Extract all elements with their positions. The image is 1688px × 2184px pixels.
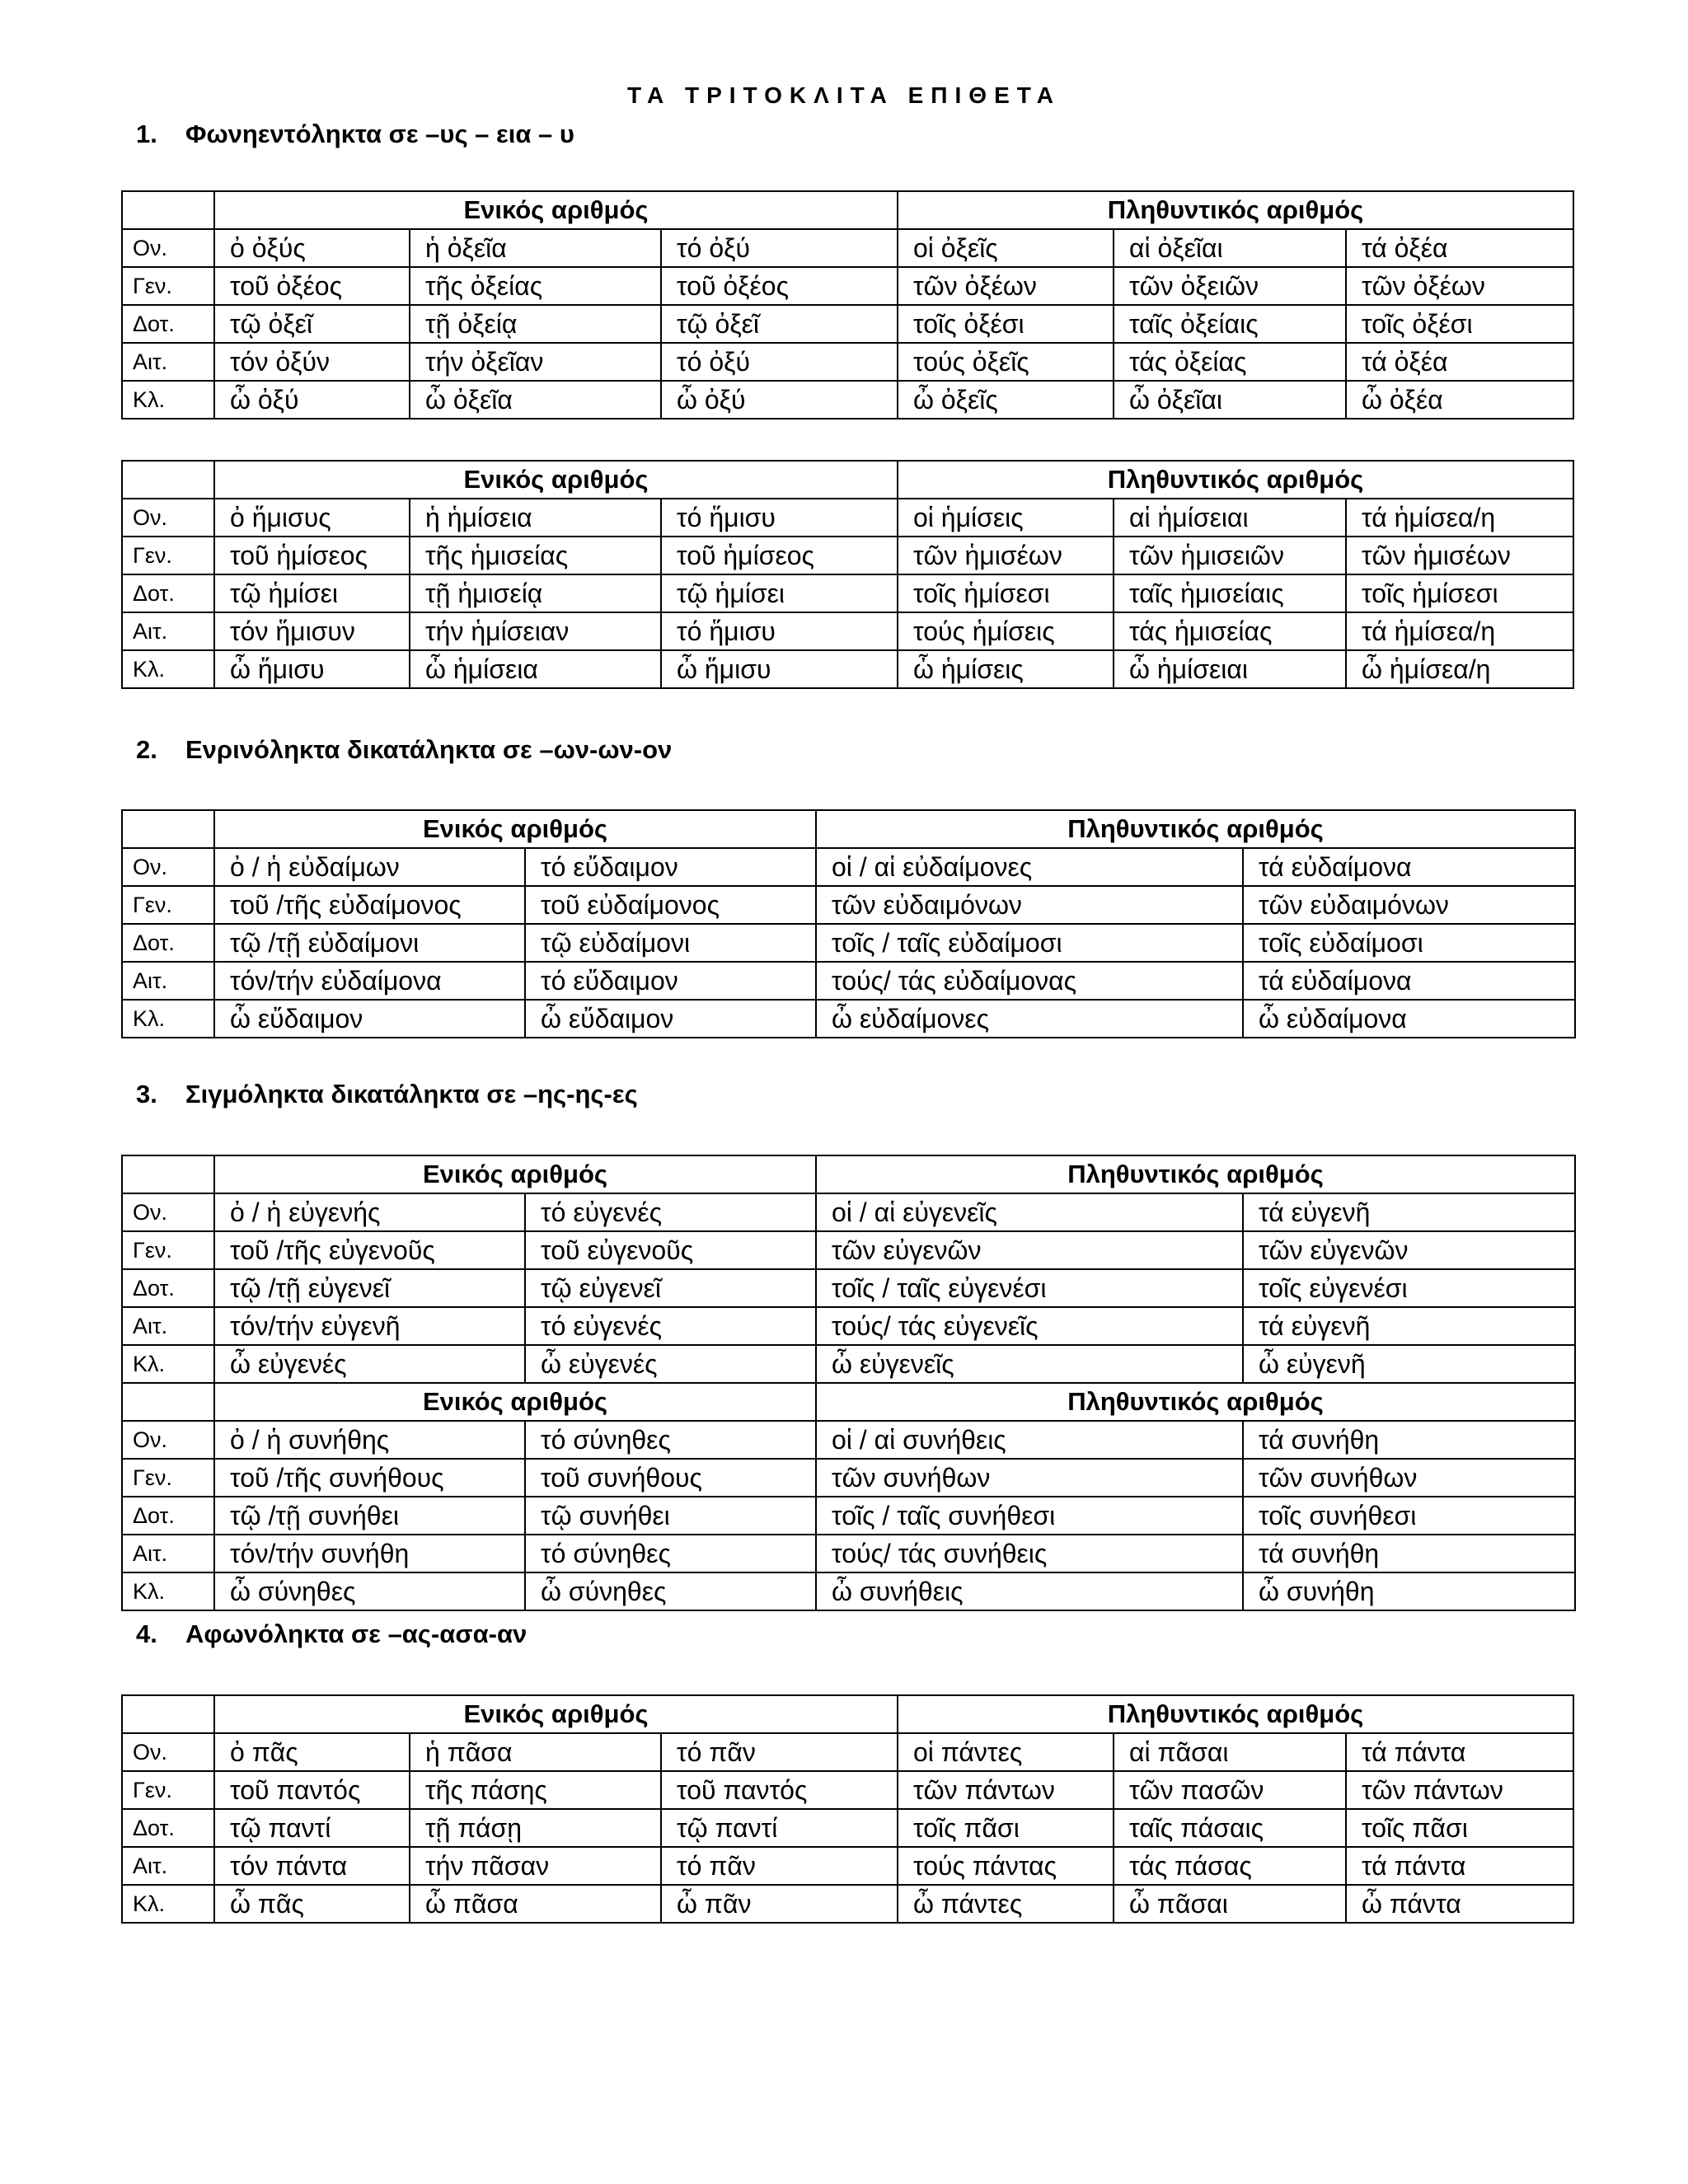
table-cell: τῶν εὐγενῶν xyxy=(1243,1231,1575,1269)
table-cell: τοῖς ἡμίσεσι xyxy=(898,574,1114,612)
table-cell: τά εὐδαίμονα xyxy=(1243,962,1575,1000)
table-cell: τό πᾶν xyxy=(661,1847,898,1885)
table-cell: τῶν ὀξειῶν xyxy=(1114,267,1346,305)
table-cell: ὀ ὀξύς xyxy=(214,229,410,267)
case-label: Κλ. xyxy=(122,1885,214,1923)
table-cell: τῷ εὐδαίμονι xyxy=(525,924,816,962)
case-label: Ον. xyxy=(122,848,214,886)
table-cell: τήν πᾶσαν xyxy=(410,1847,661,1885)
section-title: Φωνηεντόληκτα σε –υς – εια – υ xyxy=(185,120,574,148)
table-cell: ὦ εὐδαίμονες xyxy=(816,1000,1243,1038)
case-label: Γεν. xyxy=(122,1231,214,1269)
table-cell: τῇ πάσῃ xyxy=(410,1809,661,1847)
case-label: Δοτ. xyxy=(122,1497,214,1535)
header-blank-cell xyxy=(122,1383,214,1421)
table-cell: τόν ἥμισυν xyxy=(214,612,410,650)
table-cell: ὦ πάντες xyxy=(898,1885,1114,1923)
table-cell: τοῦ εὐγενοῦς xyxy=(525,1231,816,1269)
table-cell: τοῖς ὀξέσι xyxy=(1346,305,1573,343)
table-cell: τοῖς πᾶσι xyxy=(898,1809,1114,1847)
table-row xyxy=(122,1535,1575,1572)
table-row xyxy=(122,1307,1575,1345)
table-cell: τοῖς / ταῖς συνήθεσι xyxy=(816,1497,1243,1535)
table-cell: ὦ πᾶσαι xyxy=(1114,1885,1346,1923)
table-cell: τό σύνηθες xyxy=(525,1535,816,1572)
table-cell: τῶν πάντων xyxy=(898,1771,1114,1809)
table-row xyxy=(122,381,1573,419)
table-cell: οἱ ὀξεῖς xyxy=(898,229,1114,267)
table-cell: οἱ πάντες xyxy=(898,1733,1114,1771)
table-cell: οἱ / αἱ συνήθεις xyxy=(816,1421,1243,1459)
table-cell: τῶν εὐγενῶν xyxy=(816,1231,1243,1269)
section-heading-1 xyxy=(136,120,574,149)
table-cell: ταῖς ὀξείαις xyxy=(1114,305,1346,343)
table-header-row xyxy=(122,1695,1573,1733)
table-cell: τῆς ὀξείας xyxy=(410,267,661,305)
singular-header: Ενικός αριθμός xyxy=(214,191,898,229)
case-label: Γεν. xyxy=(122,1771,214,1809)
table-cell: τό εὐγενές xyxy=(525,1307,816,1345)
table-cell: τό σύνηθες xyxy=(525,1421,816,1459)
plural-header: Πληθυντικός αριθμός xyxy=(816,810,1575,848)
table-cell: τό εὔδαιμον xyxy=(525,848,816,886)
table-cell: τῶν ἡμισειῶν xyxy=(1114,537,1346,574)
table-cell: τῷ /τῇ συνήθει xyxy=(214,1497,525,1535)
header-blank-cell xyxy=(122,191,214,229)
case-label: Ον. xyxy=(122,1421,214,1459)
case-label: Αιτ. xyxy=(122,1847,214,1885)
table-cell: τῶν συνήθων xyxy=(816,1459,1243,1497)
table-cell: ὦ ὀξεῖα xyxy=(410,381,661,419)
table-cell: τῶν πάντων xyxy=(1346,1771,1573,1809)
table-cell: ὦ ἡμίσεια xyxy=(410,650,661,688)
table-cell: οἱ ἡμίσεις xyxy=(898,499,1114,537)
table-cell: τοῦ /τῆς εὐγενοῦς xyxy=(214,1231,525,1269)
plural-header: Πληθυντικός αριθμός xyxy=(816,1155,1575,1193)
table-cell: τοῦ εὐδαίμονος xyxy=(525,886,816,924)
table-cell: τόν ὀξύν xyxy=(214,343,410,381)
table-cell: τήν ἡμίσειαν xyxy=(410,612,661,650)
table-cell: ὦ εὐδαίμονα xyxy=(1243,1000,1575,1038)
table-cell: τοῖς ὀξέσι xyxy=(898,305,1114,343)
table-cell: ὦ ὀξύ xyxy=(661,381,898,419)
table-cell: οἱ / αἱ εὐγενεῖς xyxy=(816,1193,1243,1231)
table-cell: τοῦ παντός xyxy=(661,1771,898,1809)
table-cell: ὦ εὔδαιμον xyxy=(525,1000,816,1038)
table-row xyxy=(122,1459,1575,1497)
table-row xyxy=(122,305,1573,343)
case-label: Ον. xyxy=(122,499,214,537)
table-cell: τοῖς ἡμίσεσι xyxy=(1346,574,1573,612)
table-cell: ὦ ὀξέα xyxy=(1346,381,1573,419)
table-cell: ταῖς ἡμισείαις xyxy=(1114,574,1346,612)
table-cell: ὀ / ἡ συνήθης xyxy=(214,1421,525,1459)
table-cell: τῷ /τῇ εὐγενεῖ xyxy=(214,1269,525,1307)
table-cell: τῇ ὀξείᾳ xyxy=(410,305,661,343)
table-cell: τῶν ἡμισέων xyxy=(898,537,1114,574)
table-cell: τοῦ ἡμίσεος xyxy=(661,537,898,574)
table-cell: τό ἥμισυ xyxy=(661,612,898,650)
table-cell: τῷ συνήθει xyxy=(525,1497,816,1535)
page-title: ΤΑ ΤΡΙΤΟΚΛΙΤΑ ΕΠΙΘΕΤΑ xyxy=(626,82,1062,108)
table-cell: τοῦ παντός xyxy=(214,1771,410,1809)
table-cell: τῶν συνήθων xyxy=(1243,1459,1575,1497)
table-cell: τοῦ /τῆς συνήθους xyxy=(214,1459,525,1497)
table-cell: τό πᾶν xyxy=(661,1733,898,1771)
table-cell: ὦ ἥμισυ xyxy=(214,650,410,688)
case-label: Κλ. xyxy=(122,381,214,419)
table-cell: τόν πάντα xyxy=(214,1847,410,1885)
plural-header: Πληθυντικός αριθμός xyxy=(898,461,1573,499)
table-cell: τῶν ὀξέων xyxy=(898,267,1114,305)
table-cell: τά ἡμίσεα/η xyxy=(1346,612,1573,650)
table-cell: ὦ ὀξεῖαι xyxy=(1114,381,1346,419)
table-row xyxy=(122,1497,1575,1535)
table-cell: τά εὐδαίμονα xyxy=(1243,848,1575,886)
table-cell: τῶν εὐδαιμόνων xyxy=(1243,886,1575,924)
table-cell: ὦ ὀξεῖς xyxy=(898,381,1114,419)
table-cell: τῷ εὐγενεῖ xyxy=(525,1269,816,1307)
case-label: Κλ. xyxy=(122,1345,214,1383)
table-cell: τῷ παντί xyxy=(661,1809,898,1847)
table-cell: ὦ ἥμισυ xyxy=(661,650,898,688)
table-cell: τούς/ τάς εὐδαίμονας xyxy=(816,962,1243,1000)
table-cell: ὦ ἡμίσεις xyxy=(898,650,1114,688)
table-cell: ἡ ὀξεῖα xyxy=(410,229,661,267)
table-cell: τῷ ἡμίσει xyxy=(661,574,898,612)
declension-table-oxys xyxy=(121,190,1574,419)
table-cell: ὦ πᾶς xyxy=(214,1885,410,1923)
table-cell: ὦ εὐγενές xyxy=(525,1345,816,1383)
table-row xyxy=(122,1231,1575,1269)
plural-header: Πληθυντικός αριθμός xyxy=(816,1383,1575,1421)
table-row xyxy=(122,650,1573,688)
case-label: Αιτ. xyxy=(122,343,214,381)
table-cell: τό ἥμισυ xyxy=(661,499,898,537)
case-label: Αιτ. xyxy=(122,962,214,1000)
table-cell: τῶν πασῶν xyxy=(1114,1771,1346,1809)
table-cell: ἡ πᾶσα xyxy=(410,1733,661,1771)
table-row xyxy=(122,962,1575,1000)
table-cell: τούς ὀξεῖς xyxy=(898,343,1114,381)
singular-header: Ενικός αριθμός xyxy=(214,1695,898,1733)
table-cell: ὦ ἡμίσεα/η xyxy=(1346,650,1573,688)
case-label: Γεν. xyxy=(122,886,214,924)
table-cell: τῆς ἡμισείας xyxy=(410,537,661,574)
table-cell: τοῦ /τῆς εὐδαίμονος xyxy=(214,886,525,924)
table-cell: ὦ εὐγενῆ xyxy=(1243,1345,1575,1383)
table-cell: τοῖς πᾶσι xyxy=(1346,1809,1573,1847)
section-heading-3 xyxy=(136,1080,638,1109)
header-blank-cell xyxy=(122,461,214,499)
table-cell: τά εὐγενῆ xyxy=(1243,1307,1575,1345)
singular-header: Ενικός αριθμός xyxy=(214,810,816,848)
case-label: Δοτ. xyxy=(122,574,214,612)
table-row xyxy=(122,1809,1573,1847)
table-cell: τοῖς εὐγενέσι xyxy=(1243,1269,1575,1307)
table-cell: αἱ ἡμίσειαι xyxy=(1114,499,1346,537)
table-cell: τό ὀξύ xyxy=(661,229,898,267)
case-label: Κλ. xyxy=(122,1572,214,1610)
singular-header: Ενικός αριθμός xyxy=(214,1383,816,1421)
singular-header: Ενικός αριθμός xyxy=(214,1155,816,1193)
table-cell: τά συνήθη xyxy=(1243,1535,1575,1572)
case-label: Κλ. xyxy=(122,650,214,688)
table-row xyxy=(122,1885,1573,1923)
table-row xyxy=(122,229,1573,267)
table-header-row xyxy=(122,1155,1575,1193)
case-label: Ον. xyxy=(122,229,214,267)
table-row xyxy=(122,1345,1575,1383)
case-label: Ον. xyxy=(122,1193,214,1231)
table-cell: τοῦ συνήθους xyxy=(525,1459,816,1497)
table-cell: ὦ πάντα xyxy=(1346,1885,1573,1923)
section-number: 4. xyxy=(136,1619,157,1648)
table-cell: τῆς πάσης xyxy=(410,1771,661,1809)
table-cell: τήν ὀξεῖαν xyxy=(410,343,661,381)
table-row xyxy=(122,1572,1575,1610)
table-cell: τῷ ὀξεῖ xyxy=(661,305,898,343)
table-cell: τά συνήθη xyxy=(1243,1421,1575,1459)
plural-header: Πληθυντικός αριθμός xyxy=(898,1695,1573,1733)
case-label: Γεν. xyxy=(122,1459,214,1497)
table-cell: ὦ εὔδαιμον xyxy=(214,1000,525,1038)
section-heading-2 xyxy=(136,735,672,765)
table-row xyxy=(122,1847,1573,1885)
table-cell: ὦ ἡμίσειαι xyxy=(1114,650,1346,688)
table-cell: οἱ / αἱ εὐδαίμονες xyxy=(816,848,1243,886)
table-header-row xyxy=(122,1383,1575,1421)
table-row xyxy=(122,612,1573,650)
table-cell: τῶν εὐδαιμόνων xyxy=(816,886,1243,924)
table-cell: τούς πάντας xyxy=(898,1847,1114,1885)
section-title: Σιγμόληκτα δικατάληκτα σε –ης-ης-ες xyxy=(185,1080,638,1108)
table-cell: τόν/τήν εὐγενῆ xyxy=(214,1307,525,1345)
case-label: Αιτ. xyxy=(122,1307,214,1345)
table-row xyxy=(122,1733,1573,1771)
table-cell: τά πάντα xyxy=(1346,1733,1573,1771)
table-cell: ὦ πᾶσα xyxy=(410,1885,661,1923)
table-cell: τό ὀξύ xyxy=(661,343,898,381)
table-cell: τῷ ἡμίσει xyxy=(214,574,410,612)
table-cell: τόν/τήν εὐδαίμονα xyxy=(214,962,525,1000)
case-label: Κλ. xyxy=(122,1000,214,1038)
table-row xyxy=(122,1421,1575,1459)
table-cell: τοῦ ὀξέος xyxy=(214,267,410,305)
table-cell: τοῖς / ταῖς εὐδαίμοσι xyxy=(816,924,1243,962)
table-cell: τῇ ἡμισείᾳ xyxy=(410,574,661,612)
table-cell: τοῖς / ταῖς εὐγενέσι xyxy=(816,1269,1243,1307)
case-label: Δοτ. xyxy=(122,1809,214,1847)
case-label: Δοτ. xyxy=(122,1269,214,1307)
header-blank-cell xyxy=(122,1155,214,1193)
section-number: 2. xyxy=(136,735,157,764)
declension-table-eudaimon xyxy=(121,809,1576,1038)
case-label: Ον. xyxy=(122,1733,214,1771)
table-cell: τόν/τήν συνήθη xyxy=(214,1535,525,1572)
singular-header: Ενικός αριθμός xyxy=(214,461,898,499)
table-cell: ὀ πᾶς xyxy=(214,1733,410,1771)
table-cell: τοῖς συνήθεσι xyxy=(1243,1497,1575,1535)
table-cell: τά πάντα xyxy=(1346,1847,1573,1885)
declension-table-hemisys xyxy=(121,460,1574,689)
table-cell: τό εὐγενές xyxy=(525,1193,816,1231)
table-cell: ὦ ὀξύ xyxy=(214,381,410,419)
table-cell: ὦ πᾶν xyxy=(661,1885,898,1923)
table-cell: ὦ σύνηθες xyxy=(525,1572,816,1610)
table-row xyxy=(122,499,1573,537)
table-cell: ταῖς πάσαις xyxy=(1114,1809,1346,1847)
section-number: 3. xyxy=(136,1080,157,1108)
table-cell: ὦ εὐγενεῖς xyxy=(816,1345,1243,1383)
declension-table-eugenes xyxy=(121,1155,1576,1611)
header-blank-cell xyxy=(122,1695,214,1733)
plural-header: Πληθυντικός αριθμός xyxy=(898,191,1573,229)
table-cell: τούς/ τάς εὐγενεῖς xyxy=(816,1307,1243,1345)
table-cell: αἱ πᾶσαι xyxy=(1114,1733,1346,1771)
table-row xyxy=(122,537,1573,574)
section-title: Αφωνόληκτα σε –ας-ασα-αν xyxy=(185,1619,528,1648)
table-cell: τούς ἡμίσεις xyxy=(898,612,1114,650)
table-cell: ὀ / ἡ εὐγενής xyxy=(214,1193,525,1231)
section-title: Ενρινόληκτα δικατάληκτα σε –ων-ων-ον xyxy=(185,735,673,764)
table-row xyxy=(122,1771,1573,1809)
table-cell: τοῦ ἡμίσεος xyxy=(214,537,410,574)
table-row xyxy=(122,267,1573,305)
table-cell: ἡ ἡμίσεια xyxy=(410,499,661,537)
table-cell: τῶν ἡμισέων xyxy=(1346,537,1573,574)
table-row xyxy=(122,343,1573,381)
table-cell: ὀ ἥμισυς xyxy=(214,499,410,537)
table-cell: τοῦ ὀξέος xyxy=(661,267,898,305)
table-cell: τοῖς εὐδαίμοσι xyxy=(1243,924,1575,962)
table-cell: τά ὀξέα xyxy=(1346,229,1573,267)
section-number: 1. xyxy=(136,120,157,148)
table-cell: τῷ /τῇ εὐδαίμονι xyxy=(214,924,525,962)
case-label: Δοτ. xyxy=(122,305,214,343)
table-cell: τάς ὀξείας xyxy=(1114,343,1346,381)
table-cell: ὦ σύνηθες xyxy=(214,1572,525,1610)
table-header-row xyxy=(122,810,1575,848)
table-cell: τά ὀξέα xyxy=(1346,343,1573,381)
table-cell: ὦ συνήθη xyxy=(1243,1572,1575,1610)
table-row xyxy=(122,848,1575,886)
table-cell: ὀ / ἡ εὐδαίμων xyxy=(214,848,525,886)
table-row xyxy=(122,886,1575,924)
table-row xyxy=(122,574,1573,612)
table-cell: ὦ εὐγενές xyxy=(214,1345,525,1383)
table-cell: τάς ἡμισείας xyxy=(1114,612,1346,650)
table-row xyxy=(122,1269,1575,1307)
case-label: Δοτ. xyxy=(122,924,214,962)
table-row xyxy=(122,1193,1575,1231)
case-label: Γεν. xyxy=(122,537,214,574)
table-header-row xyxy=(122,461,1573,499)
table-cell: αἱ ὀξεῖαι xyxy=(1114,229,1346,267)
table-cell: τάς πάσας xyxy=(1114,1847,1346,1885)
table-header-row xyxy=(122,191,1573,229)
table-cell: τῶν ὀξέων xyxy=(1346,267,1573,305)
table-row xyxy=(122,1000,1575,1038)
case-label: Γεν. xyxy=(122,267,214,305)
table-cell: τά εὐγενῆ xyxy=(1243,1193,1575,1231)
table-cell: ὦ συνήθεις xyxy=(816,1572,1243,1610)
table-cell: τούς/ τάς συνήθεις xyxy=(816,1535,1243,1572)
table-cell: τό εὔδαιμον xyxy=(525,962,816,1000)
declension-table-pas xyxy=(121,1694,1574,1924)
header-blank-cell xyxy=(122,810,214,848)
case-label: Αιτ. xyxy=(122,1535,214,1572)
table-cell: τῷ παντί xyxy=(214,1809,410,1847)
section-heading-4 xyxy=(136,1619,527,1649)
table-cell: τῷ ὀξεῖ xyxy=(214,305,410,343)
table-cell: τά ἡμίσεα/η xyxy=(1346,499,1573,537)
table-row xyxy=(122,924,1575,962)
case-label: Αιτ. xyxy=(122,612,214,650)
